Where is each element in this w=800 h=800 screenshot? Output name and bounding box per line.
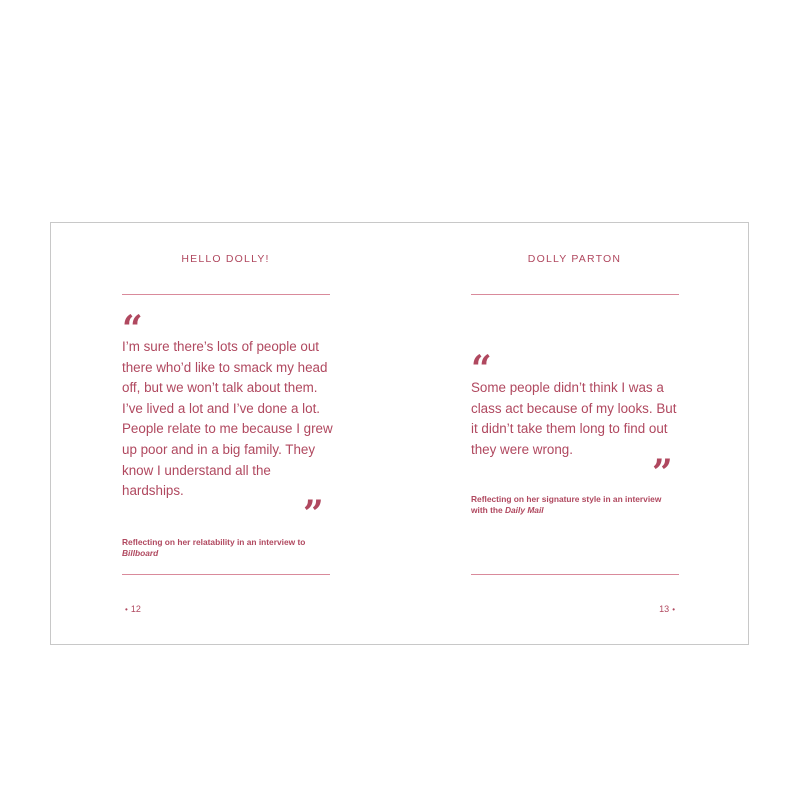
running-head-right: DOLLY PARTON (527, 253, 622, 265)
quote-text-left: I’m sure there’s lots of people out there who’d like to smack my head off, but we won’t talk about them. I’ve lived a lot and I’ve done a lot. People relate to me because I grew up poor and in a big family. They know I understand all the hardships. (122, 339, 333, 499)
folio-left (122, 604, 141, 614)
top-rule-right (471, 294, 679, 295)
bottom-rule-right (471, 574, 679, 575)
attribution-source-left: Billboard (122, 548, 159, 558)
page-number-right: 13 (659, 604, 670, 614)
attribution-text-left: Reflecting on her relatability in an interview to (122, 537, 306, 547)
running-head-left: HELLO DOLLY! (181, 253, 270, 265)
attribution-text-right: Reflecting on her signature style in an interview with the (471, 494, 662, 515)
folio-right (659, 604, 678, 614)
attribution-left (122, 537, 322, 559)
left-page (51, 223, 400, 644)
folio-bullet-left: • (125, 605, 128, 614)
book-spread (50, 222, 749, 645)
open-quote-mark-left: “ (122, 308, 143, 350)
close-quote-mark-left: ” (303, 493, 324, 535)
attribution-right (471, 494, 671, 516)
attribution-source-right: Daily Mail (504, 505, 544, 515)
top-rule-left (122, 294, 330, 295)
folio-bullet-right: • (672, 605, 675, 614)
open-quote-mark-right: “ (471, 348, 492, 390)
right-page (400, 223, 749, 644)
page-number-left: 12 (130, 604, 141, 614)
close-quote-mark-right: ” (652, 452, 673, 494)
bottom-rule-left (122, 574, 330, 575)
quote-text-right: Some people didn’t think I was a class act because of my looks. But it didn’t take them long to find out they were wrong. (471, 380, 677, 457)
